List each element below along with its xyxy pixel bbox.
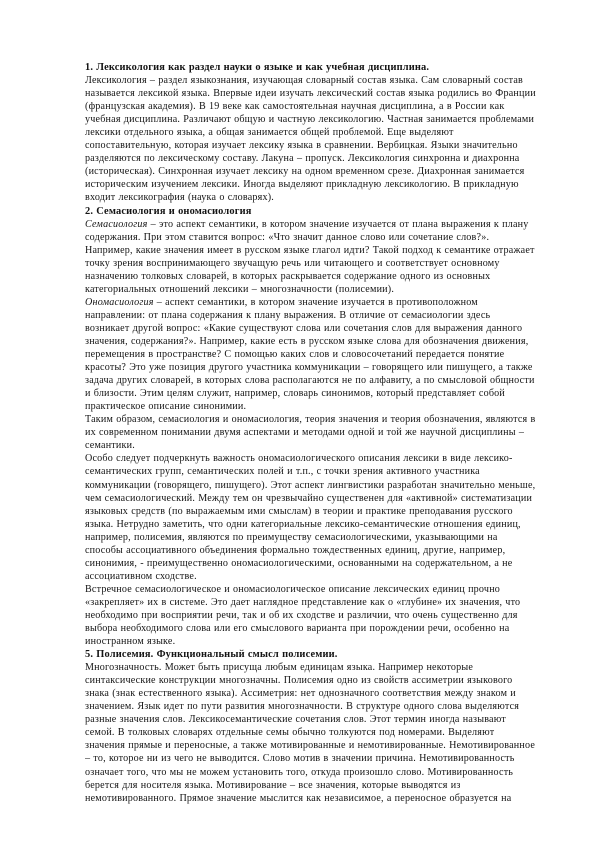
text-line: Таким образом, семасиология и ономасиология, теория значения и теория обозначения, являются в (85, 414, 536, 426)
text-line: «закрепляет» их в системе. Это дает наглядное представление как о «глубине» их значения, что (85, 596, 521, 608)
text-line: синонимия, - преимущественно ономасиологическими, основанными на содержательном, а не (85, 557, 513, 569)
text-line: Лексикология – раздел языкознания, изучающая словарный состав языка. Сам словарный состав (85, 75, 524, 87)
text-line (85, 296, 540, 309)
text-line: (историческая). Синхронная изучает лексику на одном временном срезе. Диахронная занимается (85, 166, 525, 178)
text-line: иностранном языке. (85, 636, 176, 648)
text-line: семантики. (85, 440, 135, 452)
text-line: разделяются по лексическому составу. Лакуна – пропуск. Лексикология синхронна и диахронна (85, 153, 520, 165)
text-line: языковых средств (по выражаемым ими смыслам) в теории и практике преподавания русского (85, 505, 513, 517)
text-line: синтаксические конструкции многозначны. Полисемия одно из свойств ассиметрии языкового (85, 675, 513, 687)
text-line: – то, которое ни из чего не выводится. Слово мотив в значении причина. Немотивированность (85, 753, 515, 765)
text-line: значения прямые и переносные, а также мотивированные и немотивированные. Немотивированное (85, 740, 536, 752)
text-line: называется лексикой языка. Впервые идеи изучать лексический состав языка родились во Франции (85, 88, 536, 100)
text-line: историческим изучением лексики. Иногда выделяют прикладную лексикологию. В прикладную (85, 179, 519, 191)
section-heading: 5. Полисемия. Функциональный смысл полисемии. (85, 649, 338, 661)
text-line: категориальных отношений лексики – многозначности (полисемии). (85, 283, 395, 295)
text-line: их современном понимании двумя аспектами и методами одной и той же научной дисциплины – (85, 427, 525, 439)
italic-term: Ономасиология (85, 296, 154, 308)
text-line: и близости. Этим целям служит, например, словарь синонимов, который представляет собой (85, 388, 506, 400)
text-line: точку зрения воспринимающего звучащую речь или читающего и соответствует основному (85, 257, 500, 269)
text-line: входит лексикография (наука о словарях). (85, 192, 275, 204)
section-heading: 1. Лексикология как раздел науки о языке и как учебная дисциплина. (85, 62, 430, 73)
text-line: берется для носителя языка. Мотивирование – все значения, которые выводятся из (85, 779, 461, 791)
italic-term: Семасиология (85, 218, 148, 230)
text-line: ассоциативном сходстве. (85, 570, 197, 582)
text-line: семой. В толковых словарях отдельные семы обычно толкуются под номерами. Выделяют (85, 727, 495, 739)
text-line: содержания. При этом ставится вопрос: «Что значит данное слово или сочетание слов?». (85, 231, 490, 243)
text-line: немотивированного. Прямое значение мыслится как независимое, а переносное образуется на (85, 792, 512, 804)
text-line: например, полисемия, являются по преимуществу семасиологическими, указывающими на (85, 531, 498, 543)
text-line: чем семасиологический. Между тем он чрезвычайно существенен для «активной» систематизации (85, 492, 533, 504)
text-line (85, 218, 540, 231)
text-line: перемещения в пространстве? С помощью каких слов и словосочетаний передается понятие (85, 349, 505, 361)
text-line: возникает другой вопрос: «Какие существуют слова или сочетания слов для выражения данного (85, 322, 523, 334)
text-line: значения, содержания?». Например, какие есть в русском языке слова для обозначения движения, (85, 335, 529, 347)
text-line: знака (знак естественного языка). Ассиметрия: нет однозначного соответствия между знаком и (85, 688, 516, 700)
text-run: – аспект семантики, в котором значение изучается в противоположном (153, 296, 478, 308)
text-line: лексики отдельного языка, а общая занимается общей проблемой. Еще выделяют (85, 127, 454, 139)
text-line: означает того, что мы не можем установить того, откуда произошло слово. Мотивированность (85, 766, 514, 778)
section-heading: 2. Семасиология и ономасиология (85, 205, 252, 217)
text-line: назначению толковых словарей, в которых раскрывается содержание одного из основных (85, 270, 491, 282)
text-line: Встречное семасиологическое и ономасиологическое описание лексических единиц прочно (85, 583, 501, 595)
text-line: разные значения слов. Лексикосемантические сочетания слов. Этот термин иногда называют (85, 714, 506, 726)
document-text-body (85, 61, 540, 805)
text-line: направлении: от плана содержания к плану выражения. В отличие от семасиологии здесь (85, 309, 491, 321)
text-line: значением. Язык идет по пути развития многозначности. В структуре одного слова выделяются (85, 701, 520, 713)
text-line: способы ассоциативного объединения формально тождественных единиц, другие, например, (85, 544, 506, 556)
text-line: выбора необходимого слова или его смыслового варианта при порождении речи, особенно на (85, 623, 510, 635)
text-line: красоты? Это уже позиция другого участника коммуникации – говорящего или пишущего, а также (85, 362, 533, 374)
text-line: необходимо при восприятии речи, так и об их сходстве и различии, что очень существенно для (85, 609, 518, 621)
text-line: задача других словарей, в которых слова располагаются не по алфавиту, а по смысловой общности (85, 375, 535, 387)
text-line: сопоставительную, которая изучает лексику языка в сравнении. Вербицкая. Языки значительно (85, 140, 518, 152)
text-line: учебная дисциплина. Различают общую и частную лексикологию. Частная занимается проблемами (85, 114, 535, 126)
text-line: Например, какие значения имеет в русском языке глагол идти? Такой подход к семантике отражает (85, 244, 535, 256)
text-line: коммуникации (говорящего, пишущего). Этот аспект лингвистики разработан значительно меньше, (85, 479, 536, 491)
text-line: Многозначность. Может быть присуща любым единицам языка. Например некоторые (85, 662, 474, 674)
text-line: (французская академия). В 19 веке как самостоятельная научная дисциплина, а в России как (85, 101, 505, 113)
text-line: Особо следует подчеркнуть важность ономасиологического описания лексики в виде лексико- (85, 453, 513, 465)
text-line: практическое описание синонимии. (85, 401, 247, 413)
text-run: – это аспект семантики, в котором значение изучается от плана выражения к плану (147, 218, 529, 230)
text-line: семантических групп, семантических полей и т.п., с точки зрения активного участника (85, 466, 480, 478)
text-line: языка. Нетрудно заметить, что одни категориальные лексико-семантические отношения единиц, (85, 518, 521, 530)
